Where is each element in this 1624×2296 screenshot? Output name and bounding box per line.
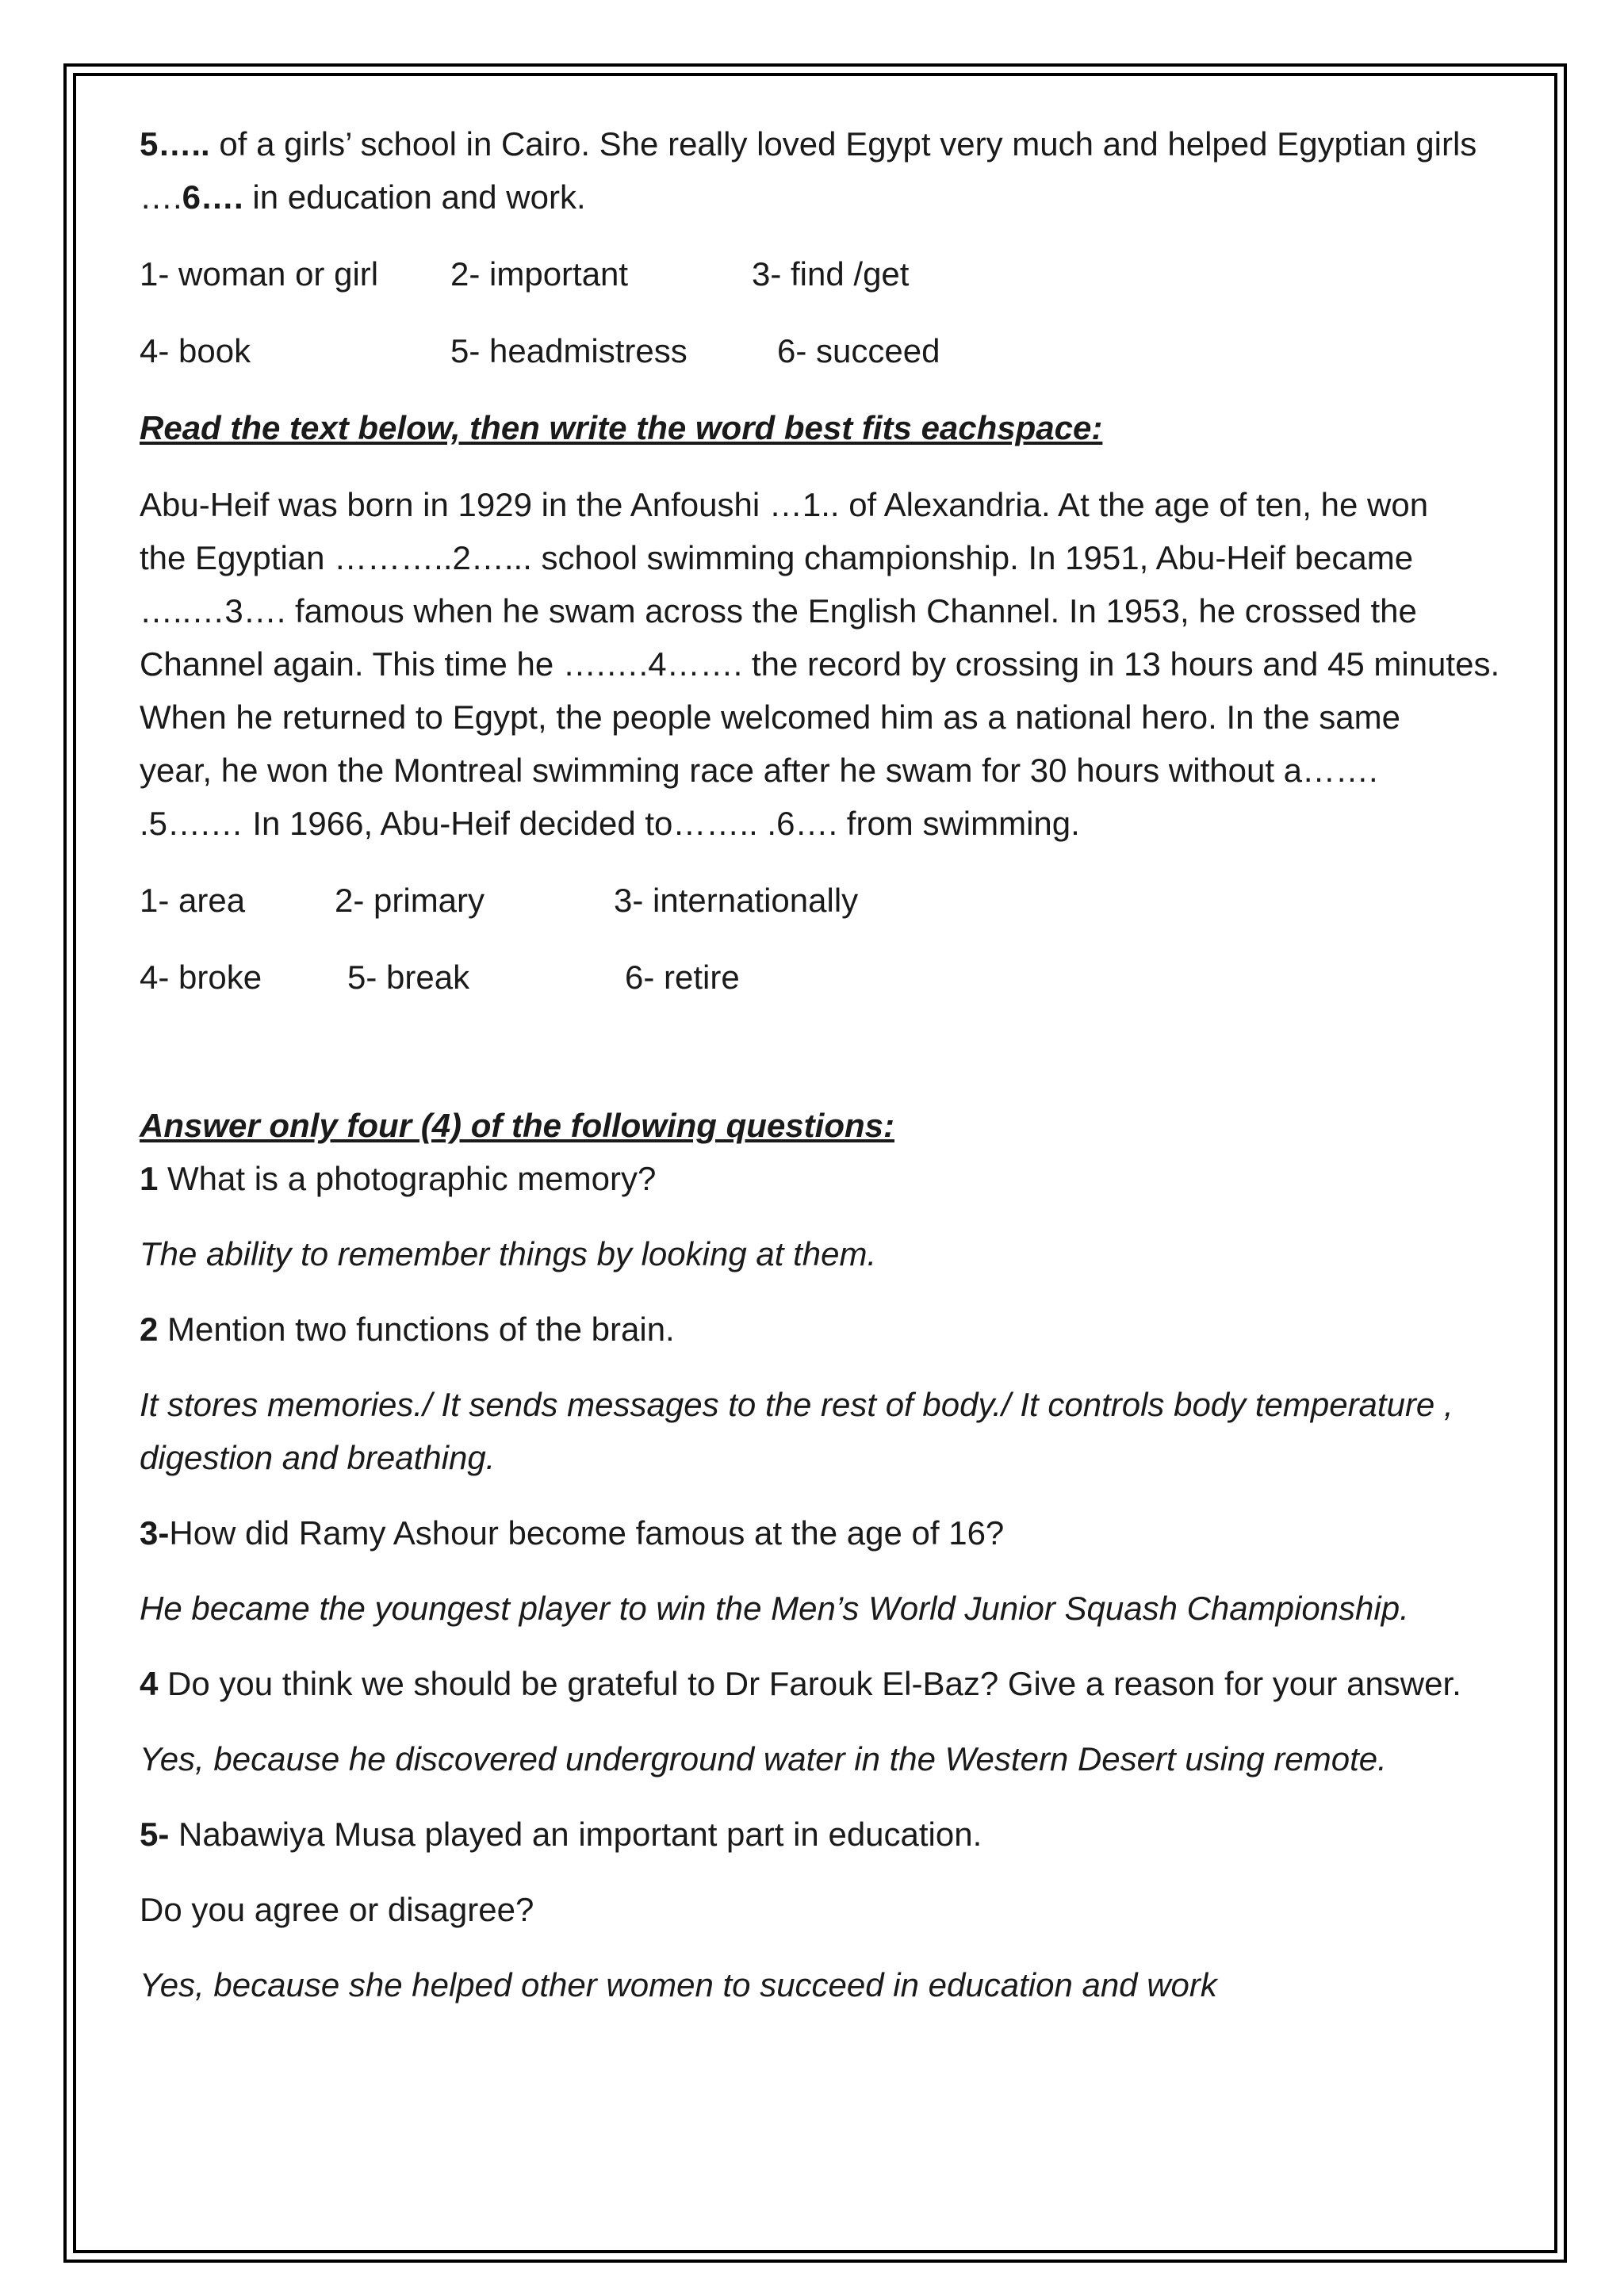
question-4: 4 Do you think we should be grateful to Dr Farouk El-Baz? Give a reason for your answer. (140, 1665, 1461, 1702)
passage-line-1: Abu-Heif was born in 1929 in the Anfoushi …1.. of Alexandria. At the age of ten, he won (140, 486, 1429, 523)
answer-3: He became the youngest player to win the Men’s World Junior Squash Championship. (140, 1590, 1409, 1627)
answer-5: Yes, because she helped other women to succeed in education and work (140, 1966, 1217, 2003)
passage-line-3: …..…3…. famous when he swam across the English Channel. In 1953, he crossed the (140, 592, 1417, 629)
passage-continuation-line-2: ….6…. in education and work. (140, 178, 586, 216)
question-5-prompt: Do you agree or disagree? (140, 1891, 534, 1928)
option-5: 5- headmistress (450, 332, 688, 369)
passage-options-row-1 (140, 874, 1519, 927)
option-6: 6- succeed (777, 332, 940, 369)
passage-line-4: Channel again. This time he ….….4……. the record by crossing in 13 hours and 45 minutes. (140, 645, 1500, 683)
passage-options-row-2 (140, 951, 1519, 1004)
option-2: 2- important (450, 255, 629, 293)
section-heading-questions: Answer only four (4) of the following questions: (140, 1107, 894, 1144)
option-4: 4- broke (140, 959, 262, 996)
answer-options-row-1 (140, 247, 1519, 300)
option-2: 2- primary (335, 882, 485, 919)
passage-line-6: year, he won the Montreal swimming race after he swam for 30 hours without a……. (140, 752, 1378, 789)
option-1: 1- area (140, 882, 246, 919)
option-1: 1- woman or girl (140, 255, 379, 293)
section-heading-fill-in: Read the text below, then write the word best fits eachspace: (140, 409, 1103, 446)
option-6: 6- retire (625, 959, 740, 996)
option-5: 5- break (347, 959, 470, 996)
passage-line-5: When he returned to Egypt, the people welcomed him as a national hero. In the same (140, 698, 1400, 736)
option-4: 4- book (140, 332, 251, 369)
worksheet-content (140, 117, 1519, 2011)
answer-2-line-1: It stores memories./ It sends messages to the rest of body./ It controls body temperature , (140, 1386, 1454, 1423)
passage-continuation-line-1: 5….. of a girls’ school in Cairo. She really loved Egypt very much and helped Egyptian girls (140, 125, 1477, 163)
question-2: 2 Mention two functions of the brain. (140, 1311, 675, 1348)
answer-2-line-2: digestion and breathing. (140, 1439, 496, 1476)
answer-options-row-2 (140, 324, 1519, 377)
answer-1: The ability to remember things by looking at them. (140, 1235, 877, 1272)
question-5: 5- Nabawiya Musa played an important part in education. (140, 1816, 982, 1853)
answer-4: Yes, because he discovered underground water in the Western Desert using remote. (140, 1740, 1387, 1777)
question-1: 1 What is a photographic memory? (140, 1160, 657, 1197)
passage-line-7: .5….… In 1966, Abu-Heif decided to…….. .6…. from swimming. (140, 805, 1080, 842)
passage-line-2: the Egyptian ………..2…... school swimming championship. In 1951, Abu-Heif became (140, 539, 1414, 576)
question-3: 3-How did Ramy Ashour become famous at the age of 16? (140, 1514, 1005, 1552)
option-3: 3- find /get (752, 255, 910, 293)
option-3: 3- internationally (614, 882, 859, 919)
